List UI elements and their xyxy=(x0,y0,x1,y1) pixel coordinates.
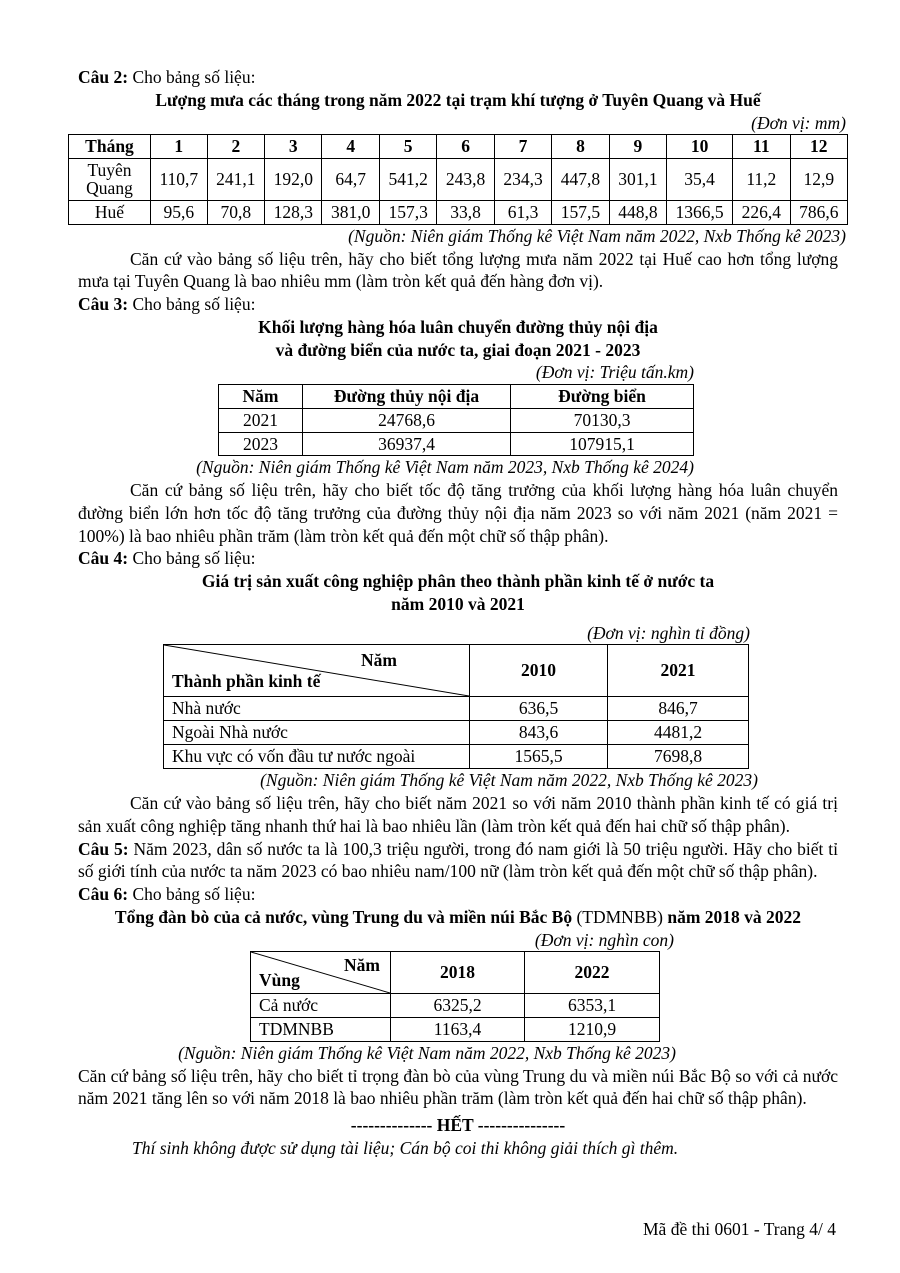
q2-header-cell: 7 xyxy=(494,135,551,159)
q4-source: (Nguồn: Niên giám Thống kê Việt Nam năm 2022, Nxb Thống kê 2023) xyxy=(260,770,758,791)
q2-header-row xyxy=(69,135,848,159)
q6-source: (Nguồn: Niên giám Thống kê Việt Nam năm 2022, Nxb Thống kê 2023) xyxy=(178,1042,676,1063)
q2-row-label: Tuyên Quang xyxy=(69,159,151,201)
q2-label: Câu 2: xyxy=(78,67,129,87)
q2-cell: 12,9 xyxy=(790,159,847,201)
q4-title-line1: Giá trị sản xuất công nghiệp phân theo thành phần kinh tế ở nước ta xyxy=(201,571,715,591)
q4-intro: Cho bảng số liệu: xyxy=(132,548,256,569)
q6-table xyxy=(250,951,660,1042)
q2-header-cell: 12 xyxy=(790,135,847,159)
q3-question: Căn cứ bảng số liệu trên, hãy cho biết tốc độ tăng trưởng của khối lượng hàng hóa luân chuyển đường biển lớn hơn tốc độ tăng trưởng của đường thủy nội địa năm 2023 so với năm 2021 (năm 2021 = 100%) là bao nhiêu phần trăm (làm tròn kết quả đến một chữ số thập phân). xyxy=(78,480,838,546)
q4-row xyxy=(164,745,749,769)
q2-header-cell: 11 xyxy=(733,135,790,159)
q4-row-label: Khu vực có vốn đầu tư nước ngoài xyxy=(164,745,470,769)
exam-note: Thí sinh không được sử dụng tài liệu; Cán bộ coi thi không giải thích gì thêm. xyxy=(132,1137,679,1158)
q6-cell: 6353,1 xyxy=(525,994,660,1018)
q2-row-hue xyxy=(69,201,848,225)
q6-label: Câu 6: xyxy=(78,884,129,904)
q4-label: Câu 4: xyxy=(78,548,129,569)
q2-cell: 110,7 xyxy=(151,159,208,201)
q2-cell: 241,1 xyxy=(207,159,264,201)
q2-header-cell: 10 xyxy=(667,135,733,159)
q3-header-cell: Năm xyxy=(219,385,303,409)
q3-cell: 2021 xyxy=(219,408,303,432)
q2-header-cell: 2 xyxy=(207,135,264,159)
q3-cell: 36937,4 xyxy=(303,432,511,456)
q2-row-label: Huế xyxy=(69,201,151,225)
q3-header-cell: Đường thủy nội địa xyxy=(303,385,511,409)
q6-row-label: Cả nước xyxy=(251,994,391,1018)
q2-cell: 786,6 xyxy=(790,201,847,225)
q2-cell: 541,2 xyxy=(379,159,436,201)
q4-row-label: Ngoài Nhà nước xyxy=(164,721,470,745)
q6-unit: (Đơn vị: nghìn con) xyxy=(534,929,674,950)
question-2 xyxy=(78,66,846,293)
q4-year-header: 2021 xyxy=(608,645,749,697)
q4-table xyxy=(163,644,749,769)
q6-corner-cell xyxy=(251,952,391,994)
q4-cell: 1565,5 xyxy=(470,745,608,769)
q2-cell: 157,3 xyxy=(379,201,436,225)
q3-cell: 70130,3 xyxy=(511,408,694,432)
q2-title: Lượng mưa các tháng trong năm 2022 tại trạm khí tượng ở Tuyên Quang và Huế xyxy=(155,89,761,110)
q2-cell: 447,8 xyxy=(552,159,609,201)
q2-cell: 381,0 xyxy=(322,201,379,225)
q6-cell: 6325,2 xyxy=(391,994,525,1018)
q3-cell: 24768,6 xyxy=(303,408,511,432)
q3-row xyxy=(219,432,694,456)
q2-header-cell: Tháng xyxy=(69,135,151,159)
q4-corner-cell xyxy=(164,645,470,697)
q4-year-header: 2010 xyxy=(470,645,608,697)
page-code: Mã đề thi 0601 - Trang 4/ 4 xyxy=(643,1219,836,1239)
q4-row xyxy=(164,721,749,745)
q6-corner-bottom: Vùng xyxy=(259,969,300,990)
q2-question: Căn cứ vào bảng số liệu trên, hãy cho biết tổng lượng mưa năm 2022 tại Huế cao hơn tổng lượng mưa tại Tuyên Quang là bao nhiêu mm (làm tròn kết quả đến hàng đơn vị). xyxy=(78,248,838,292)
q2-cell: 157,5 xyxy=(552,201,609,225)
q2-cell: 11,2 xyxy=(733,159,790,201)
q4-corner-bottom: Thành phần kinh tế xyxy=(172,670,321,691)
q4-unit: (Đơn vị: nghìn tỉ đồng) xyxy=(587,622,750,643)
q6-intro: Cho bảng số liệu: xyxy=(132,884,256,904)
q3-title-line1: Khối lượng hàng hóa luân chuyển đường thủy nội địa xyxy=(258,316,658,337)
q2-header-cell: 9 xyxy=(609,135,666,159)
q2-header-cell: 5 xyxy=(379,135,436,159)
q2-cell: 234,3 xyxy=(494,159,551,201)
q4-question: Căn cứ vào bảng số liệu trên, hãy cho biết năm 2021 so với năm 2010 thành phần kinh tế có giá trị sản xuất công nghiệp tăng nhanh thứ hai là bao nhiêu lần (làm tròn kết quả đến hai chữ số thập phân). xyxy=(78,793,838,836)
q4-row xyxy=(164,697,749,721)
q2-row-tuyenquang xyxy=(69,159,848,201)
q4-cell: 4481,2 xyxy=(608,721,749,745)
q6-title xyxy=(78,906,838,929)
q2-cell: 64,7 xyxy=(322,159,379,201)
q6-year-header: 2022 xyxy=(525,952,660,994)
q6-cell: 1210,9 xyxy=(525,1018,660,1042)
q4-header-row xyxy=(164,645,749,697)
q2-cell: 192,0 xyxy=(265,159,322,201)
q4-corner-top: Năm xyxy=(361,650,397,671)
q2-source: (Nguồn: Niên giám Thống kê Việt Nam năm 2022, Nxb Thống kê 2023) xyxy=(348,225,846,246)
q4-cell: 7698,8 xyxy=(608,745,749,769)
question-4 xyxy=(78,547,838,837)
question-5 xyxy=(78,838,838,884)
q3-cell: 2023 xyxy=(219,432,303,456)
question-3 xyxy=(78,293,838,547)
q3-intro: Cho bảng số liệu: xyxy=(132,294,256,314)
q2-cell: 1366,5 xyxy=(667,201,733,225)
q3-cell: 107915,1 xyxy=(511,432,694,456)
q3-row xyxy=(219,408,694,432)
q2-header-cell: 6 xyxy=(437,135,494,159)
q5-label: Câu 5: xyxy=(78,838,129,859)
q2-cell: 35,4 xyxy=(667,159,733,201)
q3-title-line2: và đường biển của nước ta, giai đoạn 2021 - 2023 xyxy=(275,339,641,360)
q4-title-line2: năm 2010 và 2021 xyxy=(391,593,525,614)
q2-cell: 301,1 xyxy=(609,159,666,201)
end-marker: -------------- HẾT --------------- xyxy=(350,1115,566,1135)
q6-title-bold: Tổng đàn bò của cả nước, vùng Trung du và miền núi Bắc Bộ xyxy=(114,906,573,927)
q6-cell: 1163,4 xyxy=(391,1018,525,1042)
q2-header-cell: 1 xyxy=(151,135,208,159)
q4-cell: 843,6 xyxy=(470,721,608,745)
q2-cell: 448,8 xyxy=(609,201,666,225)
q4-cell: 636,5 xyxy=(470,697,608,721)
q6-title-abbrev: (TDMNBB) xyxy=(576,906,663,927)
q3-table xyxy=(218,384,694,456)
q3-unit: (Đơn vị: Triệu tấn.km) xyxy=(535,362,694,383)
q6-row-label: TDMNBB xyxy=(251,1018,391,1042)
q4-cell: 846,7 xyxy=(608,697,749,721)
q2-cell: 95,6 xyxy=(151,201,208,225)
q3-header-cell: Đường biển xyxy=(511,385,694,409)
q6-title-bold2: năm 2018 và 2022 xyxy=(667,906,802,927)
q3-header-row xyxy=(219,385,694,409)
q2-cell: 226,4 xyxy=(733,201,790,225)
question-6 xyxy=(78,883,838,1110)
q2-cell: 128,3 xyxy=(265,201,322,225)
q3-label: Câu 3: xyxy=(78,294,129,314)
q2-header-cell: 4 xyxy=(322,135,379,159)
q2-unit: (Đơn vị: mm) xyxy=(751,112,846,133)
q4-row-label: Nhà nước xyxy=(164,697,470,721)
q3-source: (Nguồn: Niên giám Thống kê Việt Nam năm 2023, Nxb Thống kê 2024) xyxy=(196,457,694,478)
q6-question: Căn cứ bảng số liệu trên, hãy cho biết tỉ trọng đàn bò của vùng Trung du và miền núi Bắc Bộ so với cả nước năm 2021 tăng lên so với năm 2018 là bao nhiêu phần trăm (làm tròn kết quả đến hai chữ số thập phân). xyxy=(78,1065,838,1109)
q5-text: Năm 2023, dân số nước ta là 100,3 triệu người, trong đó nam giới là 50 triệu người. Hãy cho biết tỉ số giới tính của nước ta năm 2023 có bao nhiêu nam/100 nữ (làm tròn kết quả đến một chữ số thập phân). xyxy=(78,838,839,882)
q6-corner-top: Năm xyxy=(344,955,380,976)
q2-cell: 33,8 xyxy=(437,201,494,225)
q2-cell: 70,8 xyxy=(207,201,264,225)
q6-year-header: 2018 xyxy=(391,952,525,994)
q2-table xyxy=(68,134,848,225)
q2-header-cell: 3 xyxy=(265,135,322,159)
q6-row xyxy=(251,994,660,1018)
q6-row xyxy=(251,1018,660,1042)
q2-header-cell: 8 xyxy=(552,135,609,159)
q6-header-row xyxy=(251,952,660,994)
q2-intro: Cho bảng số liệu: xyxy=(132,67,256,87)
q2-cell: 243,8 xyxy=(437,159,494,201)
q2-cell: 61,3 xyxy=(494,201,551,225)
